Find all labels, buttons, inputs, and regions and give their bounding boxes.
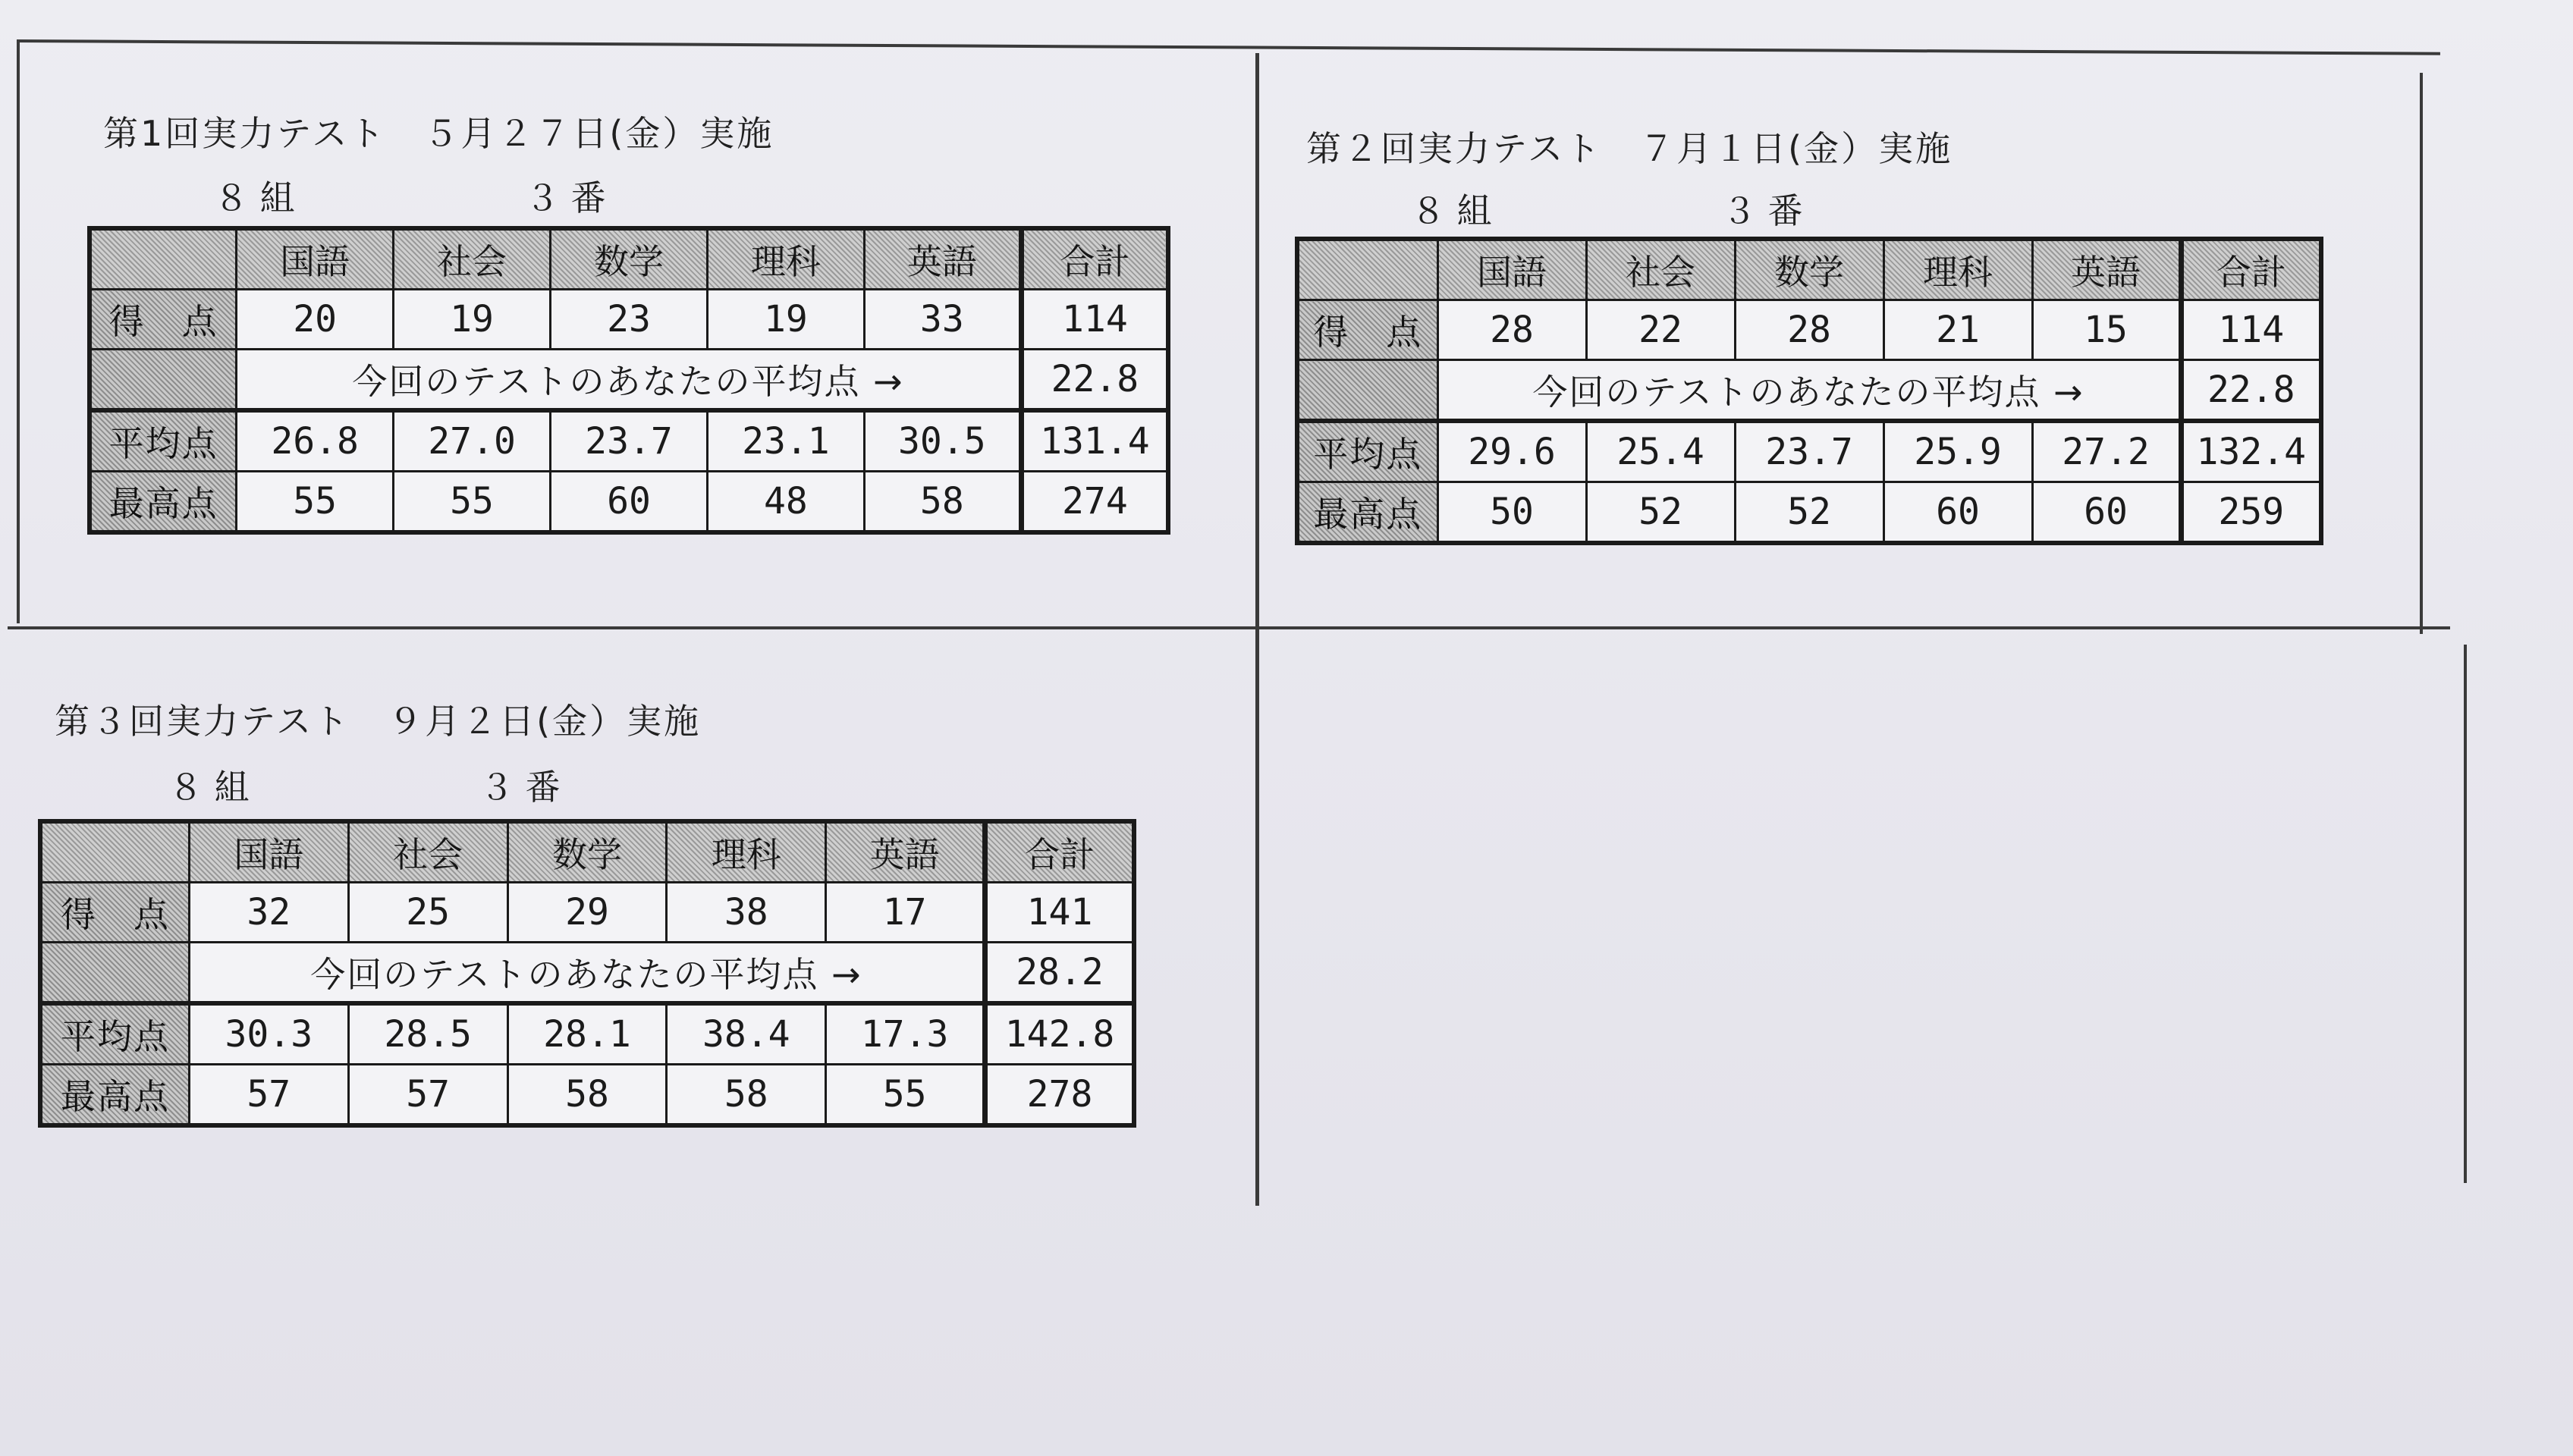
your-average-note: 今回のテストのあなたの平均点 →: [237, 350, 1022, 411]
average-cell: 30.3: [189, 1003, 348, 1065]
score-cell: 21: [1883, 300, 2032, 360]
test-title: 第1回実力テスト ５月２７日(金）実施: [103, 113, 774, 154]
your-average-value: 28.2: [985, 943, 1134, 1004]
blank-row-label: [1297, 360, 1437, 422]
score-cell: 19: [394, 290, 551, 350]
max-cell: 58: [667, 1065, 826, 1126]
average-row-label: 平均点: [1297, 421, 1437, 482]
student-number-label: ３ 番: [479, 767, 561, 808]
blank-row-label: [40, 943, 189, 1004]
frame-right-line: [2420, 73, 2423, 634]
average-cell: 26.8: [237, 410, 394, 472]
header-row: [90, 228, 1168, 290]
subject-header: 社会: [1586, 239, 1735, 300]
score-table: [87, 226, 1170, 535]
average-cell: 29.6: [1437, 421, 1586, 482]
subject-header: 数学: [551, 228, 708, 290]
max-cell: 57: [348, 1065, 507, 1126]
score-total-cell: 141: [985, 883, 1134, 943]
average-cell: 25.4: [1586, 421, 1735, 482]
your-average-row: [40, 943, 1134, 1004]
max-row: [40, 1065, 1134, 1126]
score-cell: 33: [864, 290, 1021, 350]
score-cell: 28: [1735, 300, 1883, 360]
max-row-label: 最高点: [40, 1065, 189, 1126]
your-average-row: [1297, 360, 2321, 422]
score-row-label: 得 点: [1297, 300, 1437, 360]
blank-row-label: [90, 350, 237, 411]
student-number-label: ３ 番: [1722, 190, 1803, 231]
class-label: ８ 組: [1411, 190, 1492, 231]
subject-header: 国語: [189, 821, 348, 883]
average-cell: 25.9: [1883, 421, 2032, 482]
max-cell: 52: [1586, 482, 1735, 544]
subject-header: 国語: [1437, 239, 1586, 300]
average-total-cell: 142.8: [985, 1003, 1134, 1065]
class-label: ８ 組: [214, 177, 295, 218]
score-total-cell: 114: [1021, 290, 1168, 350]
max-cell: 52: [1735, 482, 1883, 544]
max-row: [1297, 482, 2321, 544]
average-cell: 23.7: [1735, 421, 1883, 482]
max-cell: 55: [394, 472, 551, 533]
your-average-note: 今回のテストのあなたの平均点 →: [189, 943, 985, 1004]
your-average-row: [90, 350, 1168, 411]
average-cell: 28.5: [348, 1003, 507, 1065]
max-cell: 50: [1437, 482, 1586, 544]
average-cell: 27.0: [394, 410, 551, 472]
score-cell: 38: [667, 883, 826, 943]
average-total-cell: 132.4: [2181, 421, 2321, 482]
corner-cell: [1297, 239, 1437, 300]
max-cell: 55: [237, 472, 394, 533]
score-cell: 17: [826, 883, 985, 943]
score-table: [1295, 237, 2323, 545]
score-cell: 20: [237, 290, 394, 350]
score-row-label: 得 点: [90, 290, 237, 350]
max-cell: 58: [864, 472, 1021, 533]
score-row: [1297, 300, 2321, 360]
frame-top-line: [17, 39, 2440, 55]
max-row-label: 最高点: [90, 472, 237, 533]
score-cell: 23: [551, 290, 708, 350]
your-average-note: 今回のテストのあなたの平均点 →: [1437, 360, 2181, 422]
subject-header: 社会: [348, 821, 507, 883]
max-total-cell: 274: [1021, 472, 1168, 533]
header-row: [1297, 239, 2321, 300]
average-cell: 27.2: [2032, 421, 2181, 482]
max-cell: 58: [507, 1065, 667, 1126]
total-header: 合計: [1021, 228, 1168, 290]
subject-header: 数学: [507, 821, 667, 883]
score-cell: 29: [507, 883, 667, 943]
max-row-label: 最高点: [1297, 482, 1437, 544]
score-row-label: 得 点: [40, 883, 189, 943]
average-cell: 23.1: [707, 410, 864, 472]
subject-header: 国語: [237, 228, 394, 290]
corner-cell: [90, 228, 237, 290]
max-cell: 48: [707, 472, 864, 533]
max-cell: 55: [826, 1065, 985, 1126]
score-cell: 28: [1437, 300, 1586, 360]
average-row-label: 平均点: [40, 1003, 189, 1065]
your-average-value: 22.8: [1021, 350, 1168, 411]
subject-header: 数学: [1735, 239, 1883, 300]
score-cell: 22: [1586, 300, 1735, 360]
header-row: [40, 821, 1134, 883]
corner-cell: [40, 821, 189, 883]
subject-header: 理科: [707, 228, 864, 290]
average-row: [90, 410, 1168, 472]
subject-header: 社会: [394, 228, 551, 290]
score-cell: 19: [707, 290, 864, 350]
score-row: [40, 883, 1134, 943]
total-header: 合計: [2181, 239, 2321, 300]
average-cell: 23.7: [551, 410, 708, 472]
total-header: 合計: [985, 821, 1134, 883]
score-cell: 25: [348, 883, 507, 943]
subject-header: 英語: [826, 821, 985, 883]
score-total-cell: 114: [2181, 300, 2321, 360]
score-row: [90, 290, 1168, 350]
average-total-cell: 131.4: [1021, 410, 1168, 472]
max-cell: 57: [189, 1065, 348, 1126]
max-cell: 60: [1883, 482, 2032, 544]
student-number-label: ３ 番: [525, 177, 606, 218]
subject-header: 英語: [2032, 239, 2181, 300]
average-row-label: 平均点: [90, 410, 237, 472]
score-cell: 15: [2032, 300, 2181, 360]
average-row: [1297, 421, 2321, 482]
frame-left-line: [17, 39, 20, 623]
average-row: [40, 1003, 1134, 1065]
max-cell: 60: [2032, 482, 2181, 544]
class-label: ８ 組: [168, 767, 250, 808]
subject-header: 理科: [667, 821, 826, 883]
test-title: 第３回実力テスト ９月２日(金）実施: [55, 701, 702, 742]
average-cell: 38.4: [667, 1003, 826, 1065]
score-table: [38, 819, 1136, 1128]
test-title: 第２回実力テスト ７月１日(金）実施: [1306, 128, 1953, 169]
your-average-value: 22.8: [2181, 360, 2321, 422]
average-cell: 30.5: [864, 410, 1021, 472]
max-row: [90, 472, 1168, 533]
subject-header: 英語: [864, 228, 1021, 290]
subject-header: 理科: [1883, 239, 2032, 300]
max-cell: 60: [551, 472, 708, 533]
average-cell: 28.1: [507, 1003, 667, 1065]
frame-center-vertical-line: [1255, 53, 1259, 1206]
score-cell: 32: [189, 883, 348, 943]
frame-middle-horizontal-line: [8, 626, 2450, 629]
average-cell: 17.3: [826, 1003, 985, 1065]
max-total-cell: 278: [985, 1065, 1134, 1126]
max-total-cell: 259: [2181, 482, 2321, 544]
frame-far-right-line: [2464, 645, 2467, 1183]
